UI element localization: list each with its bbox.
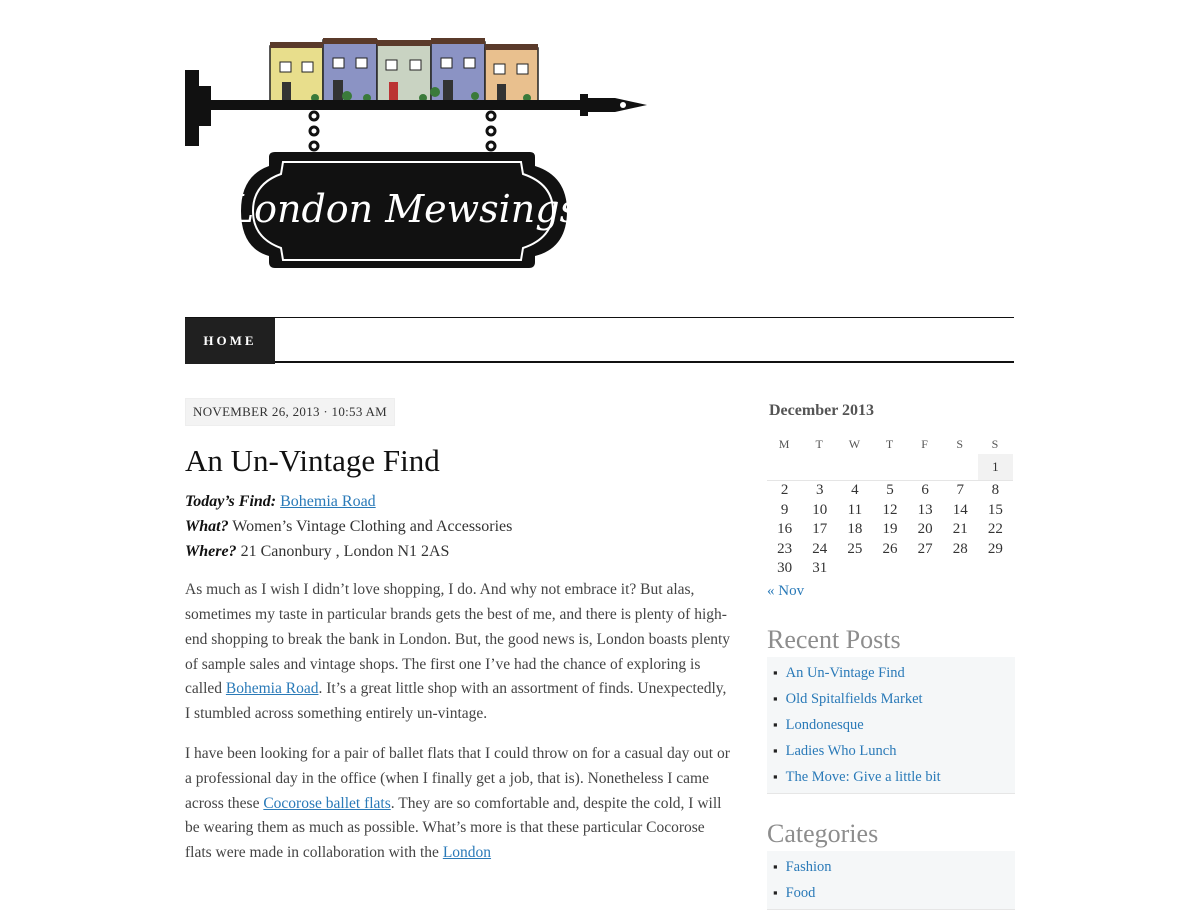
recent-posts-list (767, 657, 1015, 794)
bohemia-road-link[interactable]: Bohemia Road (280, 493, 376, 511)
calendar-day: 23 (777, 540, 793, 557)
meta-what-value: Women’s Vintage Clothing and Accessories (228, 518, 513, 536)
calendar-day: 27 (917, 540, 933, 557)
meta-where-label: Where? (185, 543, 237, 561)
sign-chains (310, 112, 495, 150)
recent-post-link[interactable]: Old Spitalfields Market (785, 690, 923, 707)
calendar-day: 21 (952, 521, 968, 538)
calendar-day: 11 (847, 501, 863, 518)
recent-posts-title: Recent Posts (767, 624, 901, 654)
recent-post-link[interactable]: Ladies Who Lunch (785, 742, 897, 759)
calendar-day: 6 (921, 482, 929, 499)
calendar-day: 28 (952, 540, 968, 557)
meta-what-line (185, 514, 735, 539)
calendar-day: 26 (882, 540, 898, 557)
calendar-weekday: S (991, 436, 1000, 451)
post-paragraph-1 (185, 578, 735, 727)
calendar-table (767, 434, 1013, 579)
calendar-day (978, 559, 1013, 579)
calendar-day: 16 (777, 521, 793, 538)
calendar-day: 1 (978, 454, 1013, 481)
calendar-day: 3 (815, 482, 824, 499)
calendar-day: 13 (917, 501, 933, 518)
calendar-weekday-row (767, 434, 1013, 454)
houses-illustration (270, 38, 538, 104)
calendar-day (802, 454, 837, 481)
meta-what-label: What? (185, 518, 229, 536)
hanging-sign (228, 152, 579, 268)
calendar-day: 4 (851, 482, 859, 499)
categories-list (767, 851, 1015, 910)
paragraph-text: . They are so comfortable and, despite the cold, I will be wearing them as much as possible. What’s more is that these particular Cocorose flats were made in collaboration with the (185, 794, 722, 862)
calendar-day (837, 454, 872, 481)
paragraph-text: As much as I wish I didn’t love shopping, I do. And why not embrace it? But alas, sometimes my taste in particular brands gets the best of me, and there is plenty of high-end shopping to break the bank in London. But, the good news is, London boasts plenty of sample sales and vintage shops. The first one I’ve had the chance of exploring is called (185, 581, 731, 698)
recent-post-item (767, 738, 1015, 764)
calendar-weekday: F (921, 436, 929, 451)
calendar-day (943, 454, 978, 481)
calendar-day (872, 559, 907, 579)
category-item (767, 880, 1015, 906)
calendar-day: 24 (812, 540, 828, 557)
meta-find-label: Today’s Find: (185, 493, 277, 511)
calendar-day: 5 (886, 482, 894, 499)
calendar-week-row (767, 481, 1013, 501)
recent-post-item (767, 712, 1015, 738)
calendar-day (767, 454, 802, 481)
calendar-day: 31 (812, 560, 828, 577)
calendar-weekday: W (848, 436, 862, 451)
calendar-day: 30 (777, 560, 793, 577)
calendar-day (837, 559, 872, 579)
site-logo[interactable] (185, 36, 655, 272)
calendar-day: 17 (812, 521, 828, 538)
post-title[interactable]: An Un-Vintage Find (185, 443, 440, 478)
calendar-day: 19 (882, 521, 898, 538)
post-article (185, 398, 735, 881)
calendar-week-row (767, 540, 1013, 560)
calendar-weekday: S (956, 436, 965, 451)
logo-text: London Mewsings (228, 187, 580, 231)
post-date[interactable]: NOVEMBER 26, 2013 · 10:53 AM (185, 398, 395, 426)
london-link[interactable]: London (442, 844, 492, 862)
recent-post-link[interactable]: An Un-Vintage Find (785, 664, 905, 681)
calendar-day: 20 (917, 521, 933, 538)
meta-where-line (185, 539, 735, 564)
post-paragraph-2 (185, 742, 735, 866)
calendar-day: 14 (952, 501, 968, 518)
calendar-day (908, 559, 943, 579)
calendar-day (908, 454, 943, 481)
category-link[interactable]: Fashion (785, 858, 832, 875)
category-link[interactable]: Food (785, 884, 816, 901)
category-item (767, 854, 1015, 880)
calendar-body (767, 454, 1013, 579)
calendar-day: 12 (882, 501, 898, 518)
calendar-prev-month-link[interactable]: « Nov (767, 582, 805, 599)
calendar-day: 22 (987, 521, 1003, 538)
calendar-day: 29 (987, 540, 1003, 557)
calendar-day: 25 (847, 540, 863, 557)
calendar-day (943, 559, 978, 579)
recent-post-item (767, 764, 1015, 790)
calendar-day: 18 (847, 521, 863, 538)
calendar-week-row (767, 501, 1013, 521)
nav-home-tab[interactable]: HOME (185, 318, 275, 364)
post-meta (185, 489, 735, 564)
categories-title: Categories (767, 818, 879, 848)
paragraph-text: I have been looking for a pair of ballet flats that I could throw on for a casual day out or a professional day in the office (when I finally get a job, that is). Nonetheless I came across these (185, 744, 730, 812)
calendar-week-row (767, 559, 1013, 579)
calendar-day: 10 (812, 501, 828, 518)
calendar-day: 15 (987, 501, 1003, 518)
calendar-day (872, 454, 907, 481)
paragraph-text: . It’s a great little shop with an assortment of finds. Unexpectedly, I stumbled across something entirely un-vintage. (185, 680, 727, 723)
recent-post-link[interactable]: Londonesque (785, 716, 864, 733)
bohemia-road-inline-link[interactable]: Bohemia Road (225, 680, 319, 698)
meta-find-line (185, 489, 735, 514)
recent-post-item (767, 660, 1015, 686)
calendar-caption: December 2013 (769, 402, 874, 419)
main-navigation (185, 317, 1014, 363)
calendar-weekday: T (885, 436, 895, 451)
calendar-weekday: T (815, 436, 824, 451)
calendar-weekday: M (778, 436, 791, 451)
calendar-week-row (767, 454, 1013, 481)
calendar-day: 2 (780, 482, 789, 499)
meta-where-value: 21 Canonbury , London N1 2AS (236, 543, 450, 561)
recent-post-item (767, 686, 1015, 712)
calendar-day: 7 (956, 482, 965, 499)
calendar-day: 9 (780, 501, 789, 518)
cocorose-ballet-flats-link[interactable]: Cocorose ballet flats (263, 794, 391, 812)
recent-post-link[interactable]: The Move: Give a little bit (785, 768, 941, 785)
sidebar (767, 402, 1015, 910)
calendar-week-row (767, 520, 1013, 540)
calendar-day: 8 (991, 482, 1000, 499)
